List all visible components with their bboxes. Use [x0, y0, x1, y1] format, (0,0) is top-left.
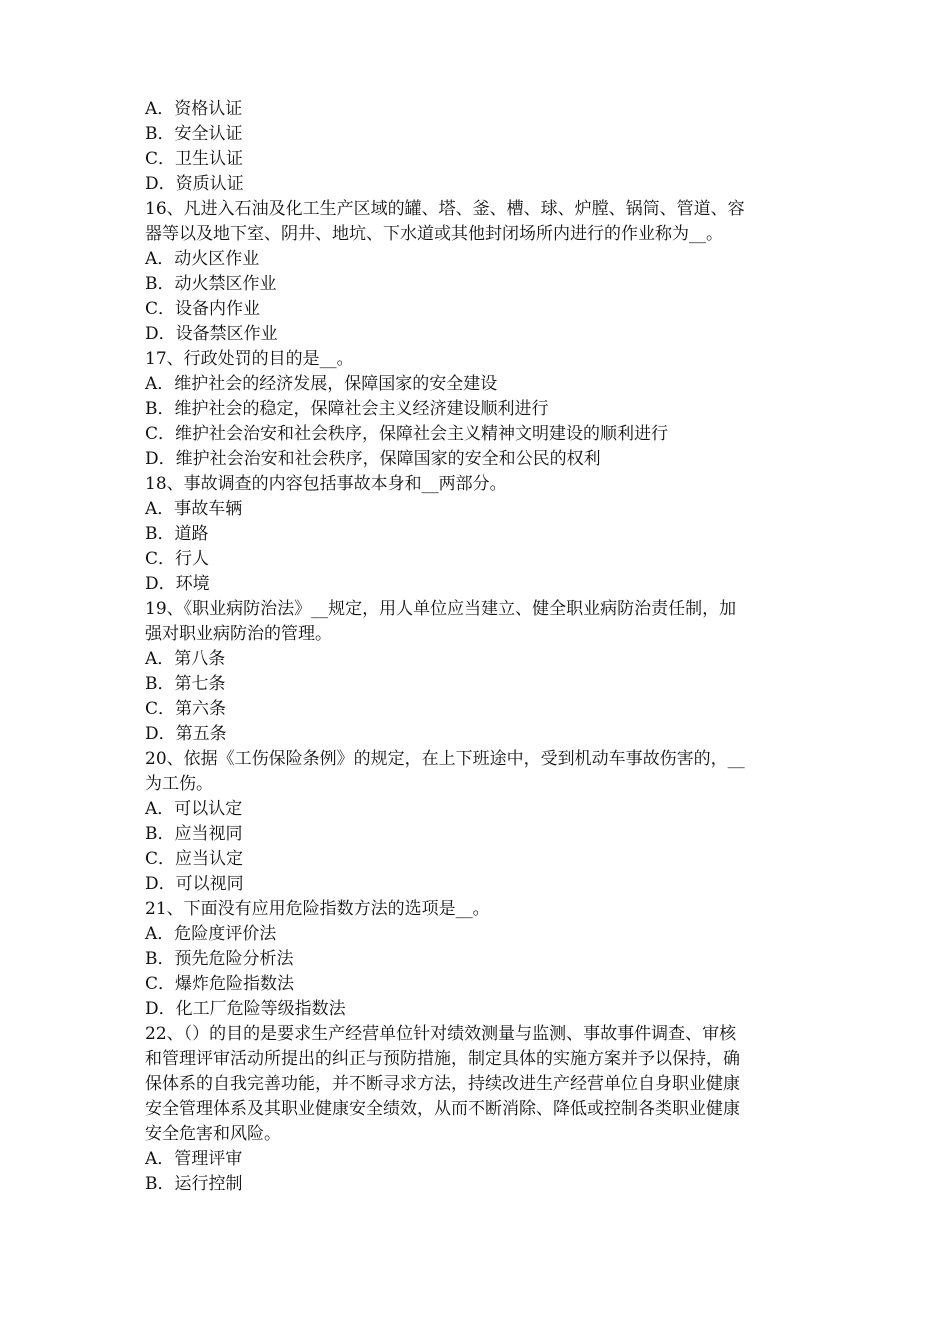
- question-line: 器等以及地下室、阴井、地坑、下水道或其他封闭场所内进行的作业称为__。: [145, 224, 723, 244]
- answer-option: B．道路: [145, 524, 209, 544]
- answer-option: B．第七条: [145, 674, 226, 694]
- answer-option: A．可以认定: [145, 799, 243, 819]
- answer-option: D．化工厂危险等级指数法: [145, 999, 346, 1019]
- question-line: 和管理评审活动所提出的纠正与预防措施，制定具体的实施方案并予以保持，确: [145, 1049, 740, 1069]
- answer-option: C．维护社会治安和社会秩序，保障社会主义精神文明建设的顺利进行: [145, 424, 669, 444]
- question-line: 17、行政处罚的目的是__。: [145, 349, 354, 369]
- answer-option: C．设备内作业: [145, 299, 261, 319]
- question-stem: [145, 472, 815, 497]
- answer-option: D．环境: [145, 574, 210, 594]
- question-line: 安全管理体系及其职业健康安全绩效，从而不断消除、降低或控制各类职业健康: [145, 1099, 740, 1119]
- answer-option: D．资质认证: [145, 174, 244, 194]
- answer-option: B．动火禁区作业: [145, 274, 277, 294]
- answer-option: B．维护社会的稳定，保障社会主义经济建设顺利进行: [145, 399, 549, 419]
- document-page: [145, 97, 815, 1197]
- question-line: 20、依据《工伤保险条例》的规定，在上下班途中，受到机动车事故伤害的，__: [145, 749, 745, 769]
- answer-option: A．动火区作业: [145, 249, 260, 269]
- question-line: 安全危害和风险。: [145, 1124, 281, 1144]
- question-stem: [145, 197, 815, 247]
- answer-option: A．维护社会的经济发展，保障国家的安全建设: [145, 374, 498, 394]
- answer-option: D．维护社会治安和社会秩序，保障国家的安全和公民的权利: [145, 449, 601, 469]
- answer-option: C．行人: [145, 549, 210, 569]
- question-stem: [145, 897, 815, 922]
- question-line: 为工伤。: [145, 774, 213, 794]
- question-line: 18、事故调查的内容包括事故本身和__两部分。: [145, 474, 507, 494]
- answer-option: C．第六条: [145, 699, 227, 719]
- question-line: 19、《职业病防治法》__规定，用人单位应当建立、健全职业病防治责任制，加: [145, 599, 737, 619]
- question-line: 16、凡进入石油及化工生产区域的罐、塔、釜、槽、球、炉膛、锅筒、管道、容: [145, 199, 745, 219]
- answer-option: A．管理评审: [145, 1149, 243, 1169]
- question-line: 保体系的自我完善功能，并不断寻求方法，持续改进生产经营单位自身职业健康: [145, 1074, 740, 1094]
- answer-option: B．预先危险分析法: [145, 949, 294, 969]
- answer-option: B．运行控制: [145, 1174, 243, 1194]
- question-stem: [145, 1022, 815, 1147]
- question-line: 强对职业病防治的管理。: [145, 624, 332, 644]
- answer-option: B．应当视同: [145, 824, 243, 844]
- question-stem: [145, 747, 815, 797]
- question-stem: [145, 597, 815, 647]
- question-line: 21、下面没有应用危险指数方法的选项是__。: [145, 899, 490, 919]
- answer-option: B．安全认证: [145, 124, 243, 144]
- answer-option: A．第八条: [145, 649, 226, 669]
- question-line: 22、（）的目的是要求生产经营单位针对绩效测量与监测、事故事件调查、审核: [145, 1024, 737, 1044]
- answer-option: D．第五条: [145, 724, 227, 744]
- answer-option: D．设备禁区作业: [145, 324, 278, 344]
- answer-option: D．可以视同: [145, 874, 244, 894]
- answer-option: C．卫生认证: [145, 149, 244, 169]
- answer-option: A．危险度评价法: [145, 924, 277, 944]
- answer-option: C．应当认定: [145, 849, 244, 869]
- answer-option: A．事故车辆: [145, 499, 243, 519]
- answer-option: C．爆炸危险指数法: [145, 974, 295, 994]
- question-stem: [145, 347, 815, 372]
- answer-option: A．资格认证: [145, 99, 243, 119]
